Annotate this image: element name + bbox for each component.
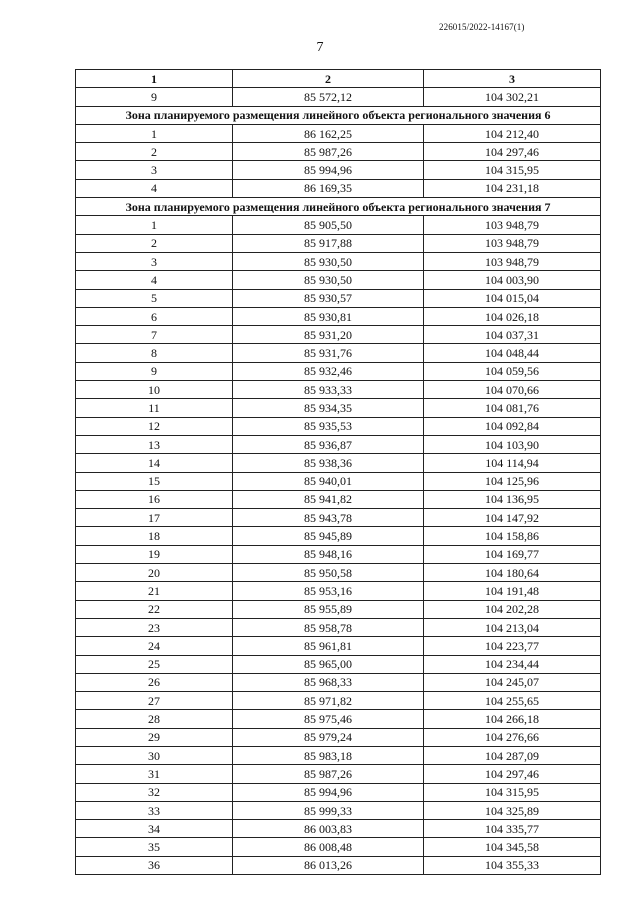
table-row [76,582,601,600]
point-number-cell: 16 [76,490,233,508]
x-coordinate-cell: 85 572,12 [233,88,424,106]
point-number-cell: 31 [76,765,233,783]
point-number-cell: 21 [76,582,233,600]
point-number-cell: 1 [76,124,233,142]
x-coordinate-cell: 86 008,48 [233,838,424,856]
table-row [76,490,601,508]
y-coordinate-cell: 104 245,07 [424,673,601,691]
table-row [76,216,601,234]
x-coordinate-cell: 85 941,82 [233,490,424,508]
x-coordinate-cell: 85 905,50 [233,216,424,234]
table-row [76,783,601,801]
table-row [76,252,601,270]
point-number-cell: 9 [76,88,233,106]
x-coordinate-cell: 85 999,33 [233,801,424,819]
point-number-cell: 5 [76,289,233,307]
header-cell-col1: 1 [76,70,233,88]
table-row [76,435,601,453]
point-number-cell: 4 [76,271,233,289]
y-coordinate-cell: 104 315,95 [424,161,601,179]
y-coordinate-cell: 104 345,58 [424,838,601,856]
table-row [76,344,601,362]
x-coordinate-cell: 85 934,35 [233,399,424,417]
y-coordinate-cell: 104 212,40 [424,124,601,142]
y-coordinate-cell: 104 158,86 [424,527,601,545]
zone-title: Зона планируемого размещения линейного объекта регионального значения 7 [76,198,601,216]
table-row [76,746,601,764]
y-coordinate-cell: 104 355,33 [424,856,601,874]
y-coordinate-cell: 104 015,04 [424,289,601,307]
point-number-cell: 22 [76,600,233,618]
table-row [76,820,601,838]
x-coordinate-cell: 86 162,25 [233,124,424,142]
table-row [76,509,601,527]
table-row [76,234,601,252]
x-coordinate-cell: 85 994,96 [233,161,424,179]
page-number: 7 [316,40,324,55]
y-coordinate-cell: 104 103,90 [424,435,601,453]
point-number-cell: 17 [76,509,233,527]
y-coordinate-cell: 104 213,04 [424,618,601,636]
x-coordinate-cell: 85 938,36 [233,454,424,472]
x-coordinate-cell: 85 945,89 [233,527,424,545]
x-coordinate-cell: 85 917,88 [233,234,424,252]
y-coordinate-cell: 104 302,21 [424,88,601,106]
x-coordinate-cell: 86 003,83 [233,820,424,838]
table-row [76,600,601,618]
x-coordinate-cell: 85 930,57 [233,289,424,307]
y-coordinate-cell: 103 948,79 [424,216,601,234]
coordinates-table-body [76,70,601,875]
point-number-cell: 23 [76,618,233,636]
x-coordinate-cell: 85 983,18 [233,746,424,764]
x-coordinate-cell: 85 955,89 [233,600,424,618]
point-number-cell: 13 [76,435,233,453]
table-row [76,838,601,856]
x-coordinate-cell: 85 936,87 [233,435,424,453]
point-number-cell: 12 [76,417,233,435]
table-row [76,655,601,673]
point-number-cell: 28 [76,710,233,728]
point-number-cell: 36 [76,856,233,874]
table-row [76,710,601,728]
x-coordinate-cell: 85 940,01 [233,472,424,490]
y-coordinate-cell: 104 223,77 [424,637,601,655]
x-coordinate-cell: 85 931,20 [233,326,424,344]
point-number-cell: 4 [76,179,233,197]
y-coordinate-cell: 104 180,64 [424,564,601,582]
x-coordinate-cell: 85 968,33 [233,673,424,691]
point-number-cell: 3 [76,252,233,270]
x-coordinate-cell: 85 931,76 [233,344,424,362]
y-coordinate-cell: 104 147,92 [424,509,601,527]
y-coordinate-cell: 104 287,09 [424,746,601,764]
table-row [76,673,601,691]
x-coordinate-cell: 85 958,78 [233,618,424,636]
point-number-cell: 7 [76,326,233,344]
table-row [76,307,601,325]
y-coordinate-cell: 104 202,28 [424,600,601,618]
x-coordinate-cell: 86 169,35 [233,179,424,197]
y-coordinate-cell: 103 948,79 [424,234,601,252]
y-coordinate-cell: 104 026,18 [424,307,601,325]
table-row [76,417,601,435]
point-number-cell: 30 [76,746,233,764]
x-coordinate-cell: 85 950,58 [233,564,424,582]
x-coordinate-cell: 85 987,26 [233,765,424,783]
point-number-cell: 19 [76,545,233,563]
table-row [76,124,601,142]
table-row [76,454,601,472]
point-number-cell: 15 [76,472,233,490]
y-coordinate-cell: 104 081,76 [424,399,601,417]
table-row [76,88,601,106]
y-coordinate-cell: 104 234,44 [424,655,601,673]
point-number-cell: 26 [76,673,233,691]
table-row [76,271,601,289]
y-coordinate-cell: 104 092,84 [424,417,601,435]
point-number-cell: 2 [76,143,233,161]
y-coordinate-cell: 104 297,46 [424,143,601,161]
header-cell-col3: 3 [424,70,601,88]
table-row [76,472,601,490]
zone-title: Зона планируемого размещения линейного объекта регионального значения 6 [76,106,601,124]
y-coordinate-cell: 104 114,94 [424,454,601,472]
x-coordinate-cell: 85 987,26 [233,143,424,161]
y-coordinate-cell: 104 070,66 [424,381,601,399]
table-row [76,381,601,399]
coordinates-table [75,69,601,875]
zone-7-heading-row [76,198,601,216]
y-coordinate-cell: 104 276,66 [424,728,601,746]
y-coordinate-cell: 104 037,31 [424,326,601,344]
table-row [76,728,601,746]
y-coordinate-cell: 104 169,77 [424,545,601,563]
document-id: 226015/2022-14167(1) [439,22,525,32]
point-number-cell: 3 [76,161,233,179]
point-number-cell: 29 [76,728,233,746]
table-row [76,564,601,582]
point-number-cell: 9 [76,362,233,380]
x-coordinate-cell: 85 948,16 [233,545,424,563]
x-coordinate-cell: 85 932,46 [233,362,424,380]
x-coordinate-cell: 85 930,50 [233,252,424,270]
point-number-cell: 35 [76,838,233,856]
y-coordinate-cell: 104 266,18 [424,710,601,728]
x-coordinate-cell: 85 935,53 [233,417,424,435]
point-number-cell: 11 [76,399,233,417]
table-row [76,161,601,179]
table-row [76,527,601,545]
table-row [76,856,601,874]
table-row [76,637,601,655]
point-number-cell: 32 [76,783,233,801]
point-number-cell: 34 [76,820,233,838]
x-coordinate-cell: 85 930,50 [233,271,424,289]
point-number-cell: 33 [76,801,233,819]
table-row [76,618,601,636]
table-row [76,545,601,563]
point-number-cell: 27 [76,692,233,710]
y-coordinate-cell: 104 136,95 [424,490,601,508]
y-coordinate-cell: 104 048,44 [424,344,601,362]
y-coordinate-cell: 103 948,79 [424,252,601,270]
x-coordinate-cell: 85 930,81 [233,307,424,325]
x-coordinate-cell: 86 013,26 [233,856,424,874]
zone-6-heading-row [76,106,601,124]
y-coordinate-cell: 104 255,65 [424,692,601,710]
y-coordinate-cell: 104 335,77 [424,820,601,838]
y-coordinate-cell: 104 191,48 [424,582,601,600]
point-number-cell: 1 [76,216,233,234]
y-coordinate-cell: 104 125,96 [424,472,601,490]
table-row [76,143,601,161]
table-row [76,801,601,819]
x-coordinate-cell: 85 971,82 [233,692,424,710]
point-number-cell: 2 [76,234,233,252]
y-coordinate-cell: 104 059,56 [424,362,601,380]
x-coordinate-cell: 85 965,00 [233,655,424,673]
x-coordinate-cell: 85 979,24 [233,728,424,746]
y-coordinate-cell: 104 297,46 [424,765,601,783]
point-number-cell: 25 [76,655,233,673]
table-row [76,765,601,783]
table-row [76,326,601,344]
header-cell-col2: 2 [233,70,424,88]
table-row [76,399,601,417]
point-number-cell: 18 [76,527,233,545]
point-number-cell: 20 [76,564,233,582]
x-coordinate-cell: 85 975,46 [233,710,424,728]
y-coordinate-cell: 104 003,90 [424,271,601,289]
table-header-row [76,70,601,88]
y-coordinate-cell: 104 325,89 [424,801,601,819]
point-number-cell: 6 [76,307,233,325]
y-coordinate-cell: 104 315,95 [424,783,601,801]
point-number-cell: 10 [76,381,233,399]
x-coordinate-cell: 85 961,81 [233,637,424,655]
x-coordinate-cell: 85 994,96 [233,783,424,801]
table-row [76,362,601,380]
y-coordinate-cell: 104 231,18 [424,179,601,197]
x-coordinate-cell: 85 933,33 [233,381,424,399]
x-coordinate-cell: 85 953,16 [233,582,424,600]
table-row [76,692,601,710]
table-row [76,179,601,197]
point-number-cell: 24 [76,637,233,655]
table-row [76,289,601,307]
point-number-cell: 14 [76,454,233,472]
x-coordinate-cell: 85 943,78 [233,509,424,527]
point-number-cell: 8 [76,344,233,362]
